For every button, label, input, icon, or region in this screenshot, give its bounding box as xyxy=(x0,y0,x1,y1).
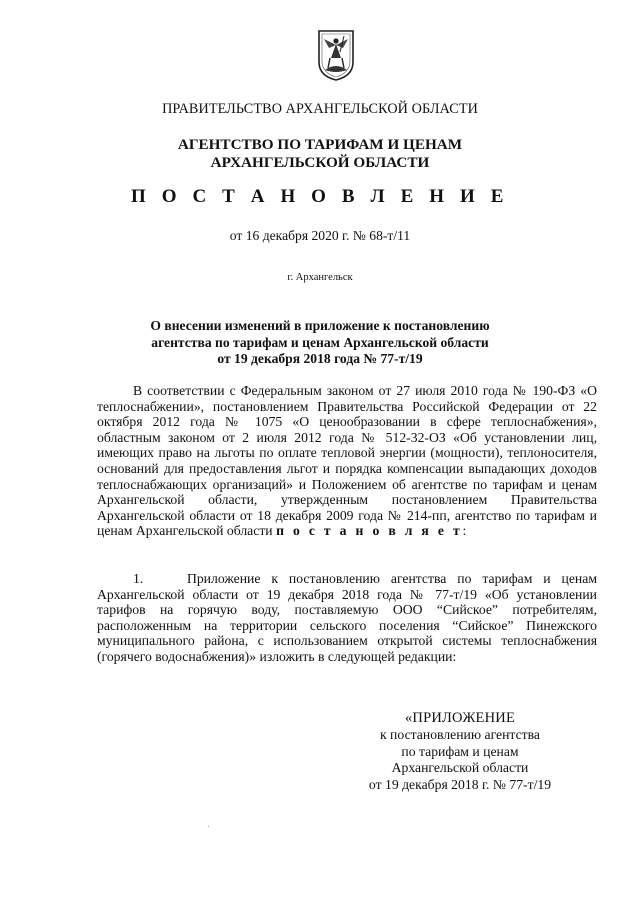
subject-line1: О внесении изменений в приложение к постановлению xyxy=(150,318,490,333)
body-paragraph-preamble xyxy=(97,383,597,539)
appendix-title: «ПРИЛОЖЕНИЕ xyxy=(404,710,516,726)
agency-name-line1: АГЕНТСТВО ПО ТАРИФАМ И ЦЕНАМ xyxy=(177,136,463,153)
subject-line3: от 19 декабря 2018 года № 77-т/19 xyxy=(217,351,423,366)
document-city: г. Архангельск xyxy=(287,272,353,283)
document-date-number: от 16 декабря 2020 г. № 68-т/11 xyxy=(229,228,411,243)
scan-speck xyxy=(208,826,209,827)
resolves-word: п о с т а н о в л я е т xyxy=(276,523,463,539)
government-name: ПРАВИТЕЛЬСТВО АРХАНГЕЛЬСКОЙ ОБЛАСТИ xyxy=(162,101,478,117)
document-subject xyxy=(0,318,640,368)
agency-name-line2: АРХАНГЕЛЬСКОЙ ОБЛАСТИ xyxy=(210,154,430,171)
resolves-colon: : xyxy=(462,523,467,539)
document-type: П О С Т А Н О В Л Е Н И Е xyxy=(131,186,509,207)
coat-of-arms-icon xyxy=(316,28,356,82)
appendix-line3: Архангельской области xyxy=(391,760,529,776)
appendix-heading xyxy=(330,710,590,794)
body-paragraph-item-1: 1. Приложение к постановлению агентства по тарифам и ценам Архангельской области от 19 декабря 2018 года № 77-т/19 «Об установлении тарифов на горячую воду, поставляемую ООО “Сийское” потребителям, расположенным на территории сельского поселения “Сийское” Пинежского муниципального района, с использованием открытой системы теплоснабжения (горячего водоснабжения)» изложить в следующей редакции: xyxy=(97,571,601,664)
subject-line2: агентства по тарифам и ценам Архангельской области xyxy=(151,334,489,350)
appendix-line1: к постановлению агентства xyxy=(379,726,540,742)
appendix-line2: по тарифам и ценам xyxy=(401,743,519,759)
preamble-text: В соответствии с Федеральным законом от 27 июля 2010 года № 190-ФЗ «О теплоснабжении», постановлением Правительства Российской Федерации от 22 октября 2012 года № 1075 «О ценообразовании в сфере теплоснабжения», областным законом от 2 июля 2012 года № 512-32-ОЗ «Об установлении лиц, имеющих право на льготы по оплате тепловой энергии (мощности), теплоносителя, оснований для предоставления льгот и порядка компенсации выпадающих доходов теплоснабжающих организаций» и Положением об агентстве по тарифам и ценам Архангельской области, утвержденным постановлением Правительства Архангельской области от 18 декабря 2009 года № 214-пп, агентство по тарифам и ценам Архангельской области xyxy=(97,383,597,539)
agency-name xyxy=(0,136,640,172)
appendix-line4: от 19 декабря 2018 г. № 77-т/19 xyxy=(368,777,552,793)
